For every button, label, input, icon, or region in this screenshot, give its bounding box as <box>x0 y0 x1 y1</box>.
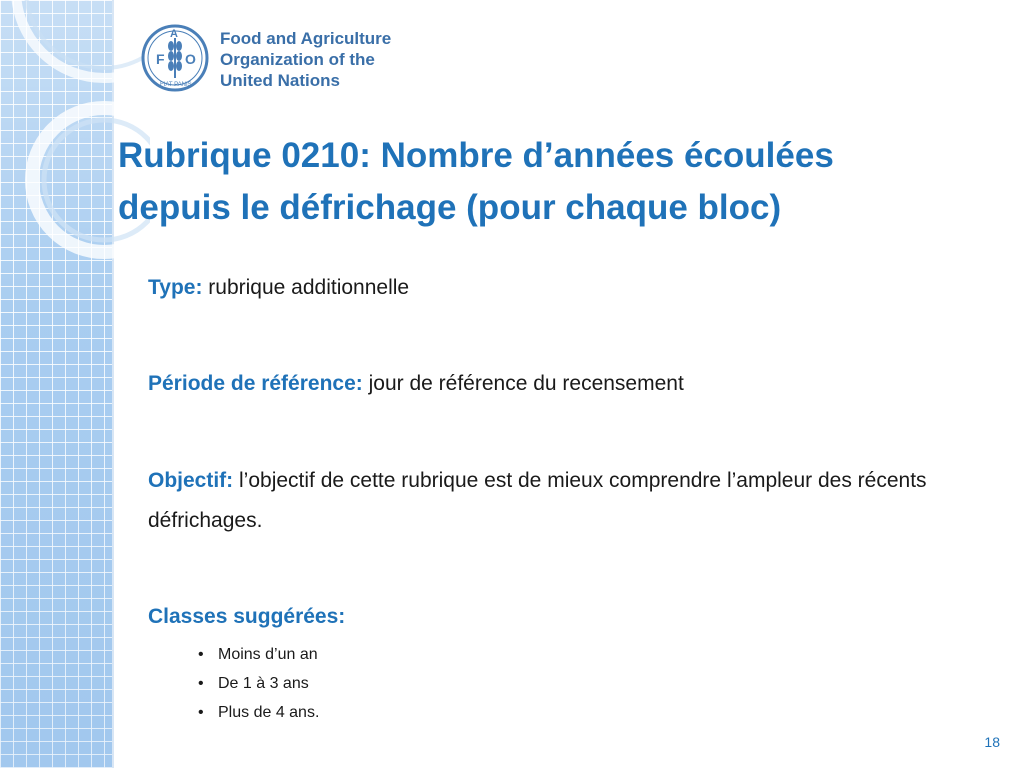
suggested-classes-heading <box>148 597 1008 637</box>
page-number: 18 <box>984 734 1000 750</box>
organization-name-line: United Nations <box>220 71 340 90</box>
emblem-letter-a: A <box>170 28 178 40</box>
slide-title-line: depuis le défrichage (pour chaque bloc) <box>118 188 782 227</box>
list-item-text: Plus de 4 ans. <box>218 704 320 721</box>
bullet-icon: • <box>198 704 204 721</box>
suggested-classes-label: Classes suggérées: <box>148 605 346 628</box>
fao-emblem-icon <box>140 24 210 92</box>
emblem-letter-o: O <box>185 51 196 67</box>
objective-label: Objectif: <box>148 469 234 492</box>
type-value: rubrique additionnelle <box>208 276 410 299</box>
type-row <box>148 268 1008 308</box>
objective-value: l’objectif de cette rubrique est de mieux comprendre l’ampleur des récents défrichages. <box>148 469 927 532</box>
emblem-letter-f: F <box>156 51 165 67</box>
bullet-icon: • <box>198 646 204 663</box>
suggested-classes-list <box>198 640 319 727</box>
organization-name <box>220 28 391 91</box>
list-item-text: De 1 à 3 ans <box>218 675 309 692</box>
objective-row <box>148 461 1008 541</box>
list-item <box>198 698 319 727</box>
organization-name-line: Food and Agriculture <box>220 29 392 48</box>
reference-period-value: jour de référence du recensement <box>368 372 684 395</box>
list-item-text: Moins d’un an <box>218 646 318 663</box>
bullet-icon: • <box>198 675 204 692</box>
list-item <box>198 640 319 669</box>
slide-title-line: Rubrique 0210: Nombre d’années écoulées <box>118 136 834 175</box>
organization-name-line: Organization of the <box>220 50 375 69</box>
reference-period-label: Période de référence: <box>148 372 363 395</box>
list-item <box>198 669 319 698</box>
reference-period-row <box>148 364 1008 404</box>
fao-logo <box>140 24 400 92</box>
type-label: Type: <box>148 276 203 299</box>
slide-title <box>118 130 1008 234</box>
emblem-motto: FIAT PANIS <box>160 82 192 88</box>
